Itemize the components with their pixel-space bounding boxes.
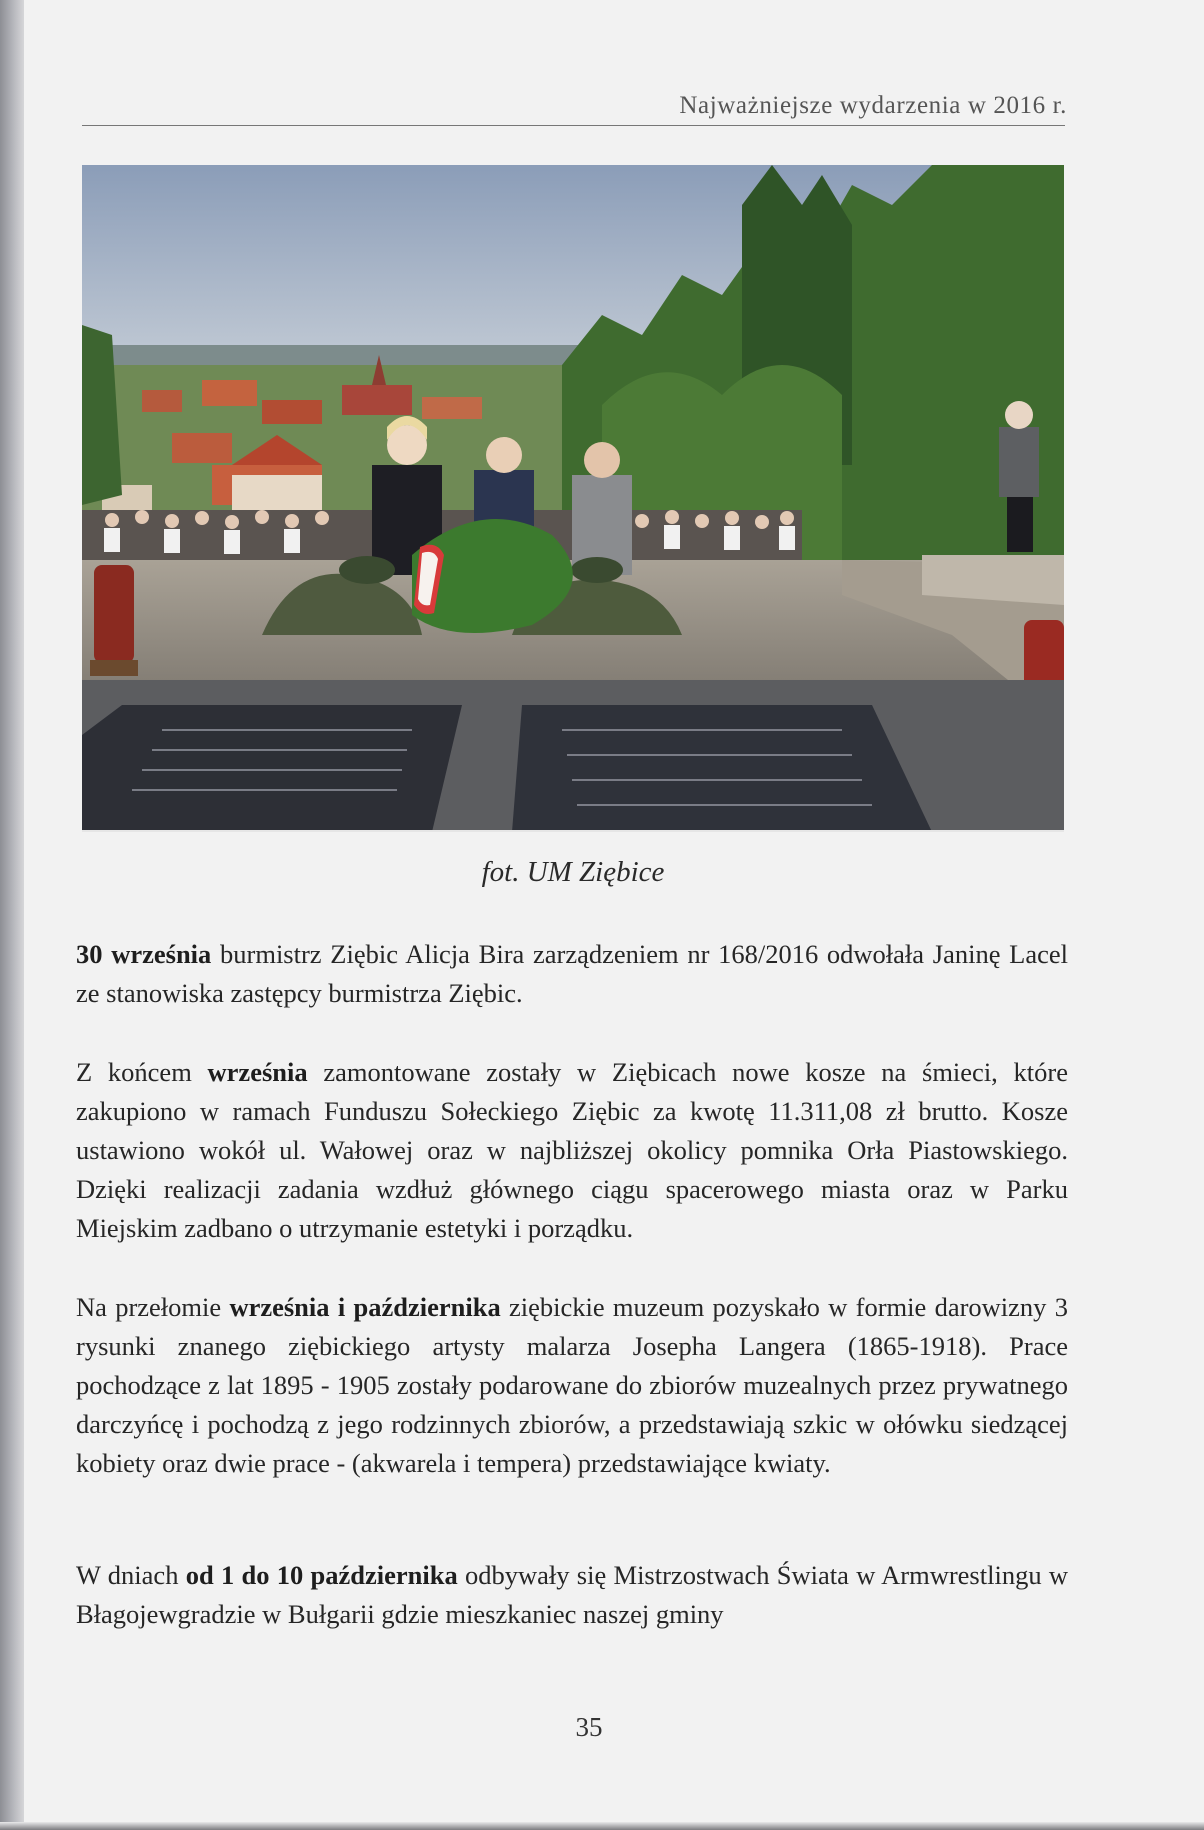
paragraph-text: odbywały się Mistrzostwach Świata w Armwrestlingu w Błagojewgradzie w Bułgarii gdzie mieszkaniec naszej gminy (76, 1560, 1068, 1629)
page-number: 35 (575, 1712, 603, 1742)
page-bottom-shadow (0, 1822, 1204, 1830)
bold-date: września (207, 1057, 308, 1087)
ceremony-photo (82, 165, 1064, 832)
book-page (24, 0, 1204, 1822)
paragraph-text: ziębickie muzeum pozyskało w formie darowizny 3 rysunki znanego ziębickiego artysty malarza Josepha Langera (1865-1918). Prace pochodzące z lat 1895 - 1905 zostały podarowane do zbiorów muzealnych przez prywatnego darczyńcę i pochodzą z jego rodzinnych zbiorów, a przedstawiają szkic w ołówku siedzącej kobiety oraz dwie prace - (akwarela i tempera) przedstawiające kwiaty. (76, 1292, 1068, 1478)
bold-date: od 1 do 10 października (185, 1560, 458, 1590)
bold-date: września i października (229, 1292, 501, 1322)
paragraph-text: burmistrz Ziębic Alicja Bira zarządzeniem nr 168/2016 odwołała Janinę Lacel ze stanowiska zastępcy burmistrza Ziębic. (76, 939, 1068, 1008)
photo-caption: fot. UM Ziębice (481, 856, 665, 888)
paragraph-lead: W dniach (76, 1560, 186, 1590)
ceremony-photo-illustration (82, 165, 1064, 832)
header-rule (82, 125, 1065, 126)
book-spine-shadow (0, 0, 26, 1830)
bold-date: 30 września (76, 939, 212, 969)
paragraph-armwrestling (76, 1556, 1068, 1634)
paragraph-museum-donation (76, 1288, 1068, 1483)
running-header: Najważniejsze wydarzenia w 2016 r. (679, 92, 1067, 119)
paragraph-trash-bins (76, 1053, 1068, 1248)
paragraph-lead: Na przełomie (76, 1292, 230, 1322)
paragraph-text: zamontowane zostały w Ziębicach nowe kosze na śmieci, które zakupiono w ramach Funduszu Sołeckiego Ziębic za kwotę 11.311,08 zł brutto. Kosze ustawiono wokół ul. Wałowej oraz w najbliższej okolicy pomnika Orła Piastowskiego. Dzięki realizacji zadania wzdłuż głównego ciągu spacerowego miasta oraz w Parku Miejskim zadbano o utrzymanie estetyki i porządku. (76, 1057, 1068, 1243)
paragraph-lead: Z końcem (76, 1057, 208, 1087)
paragraph-janina-lacel (76, 935, 1068, 1013)
